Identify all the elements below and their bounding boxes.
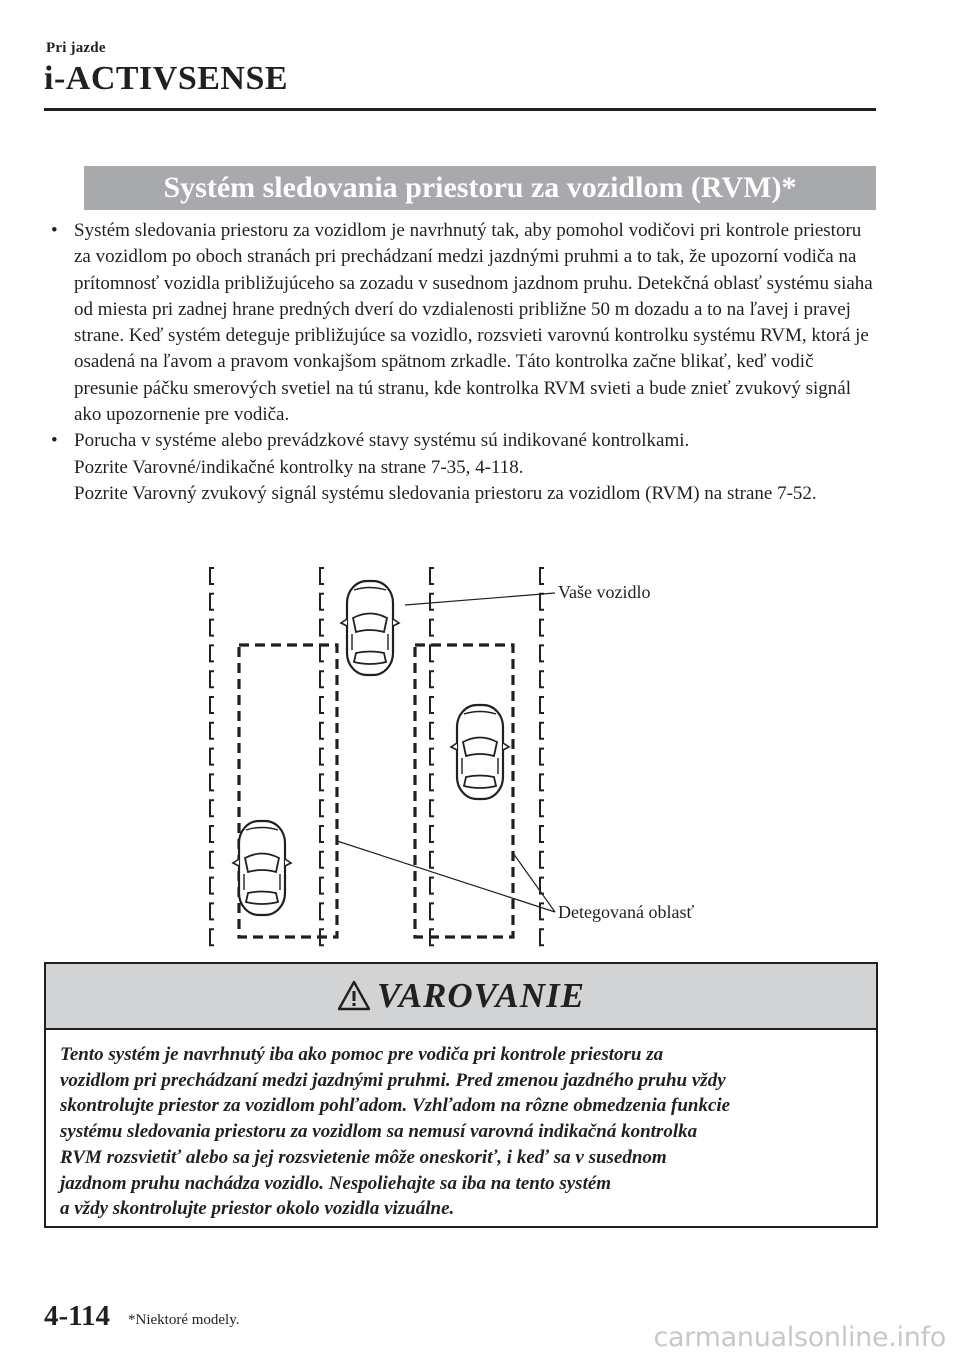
lane-dash <box>430 800 434 816</box>
lane-dash <box>430 852 434 868</box>
lane-dash <box>540 568 544 584</box>
lane-dash <box>210 645 214 661</box>
lane-dash <box>320 697 324 713</box>
lane-dash <box>320 568 324 584</box>
bullet-list <box>50 218 880 507</box>
bullet-symbol: • <box>51 430 58 452</box>
bullet-paragraph: Systém sledovania priestoru za vozidlom je navrhnutý tak, aby pomohol vodičovi pri kontrole priestoru za vozidlom po oboch stranách pri prechádzaní medzi jazdnými pruhmi a to tak, že upozorní vodiča na prítomnosť vozidla približujúceho sa zozadu v susednom jazdnom pruhu. Detekčná oblasť systému siaha od miesta pri zadnej hrane predných dverí do vzdialenosti približne 50 m dozadu a to na ľavej i pravej strane. Keď systém deteguje približujúce sa vozidlo, rozsvieti varovnú kontrolku systému RVM, ktorá je osadená na ľavom a pravom vonkajšom spätnom zrkadle. Táto kontrolka začne blikať, keď vodič presunie páčku smerových svetiel na tú stranu, kde kontrolka RVM svieti a bude znieť zvukový signál ako upozornenie pre vodiča. <box>74 220 873 426</box>
lane-dash <box>430 723 434 739</box>
approaching-vehicle-right <box>451 705 509 799</box>
lane-dash <box>320 774 324 790</box>
lane-dash <box>210 903 214 919</box>
leader-line-own-vehicle <box>405 593 555 605</box>
page-number: 4-114 <box>44 1300 111 1332</box>
lane-dash <box>430 903 434 919</box>
lane-dash <box>210 594 214 610</box>
lane-dash <box>210 620 214 636</box>
lane-dash <box>430 826 434 842</box>
own-vehicle <box>341 581 399 675</box>
header-rule <box>44 108 876 111</box>
section-banner: Systém sledovania priestoru za vozidlom (RVM)* <box>84 166 876 210</box>
lane-dash <box>430 878 434 894</box>
warning-header <box>46 964 876 1030</box>
lane-dash <box>540 620 544 636</box>
leader-line-detection-left <box>337 841 555 912</box>
lane-dash <box>540 800 544 816</box>
lane-dash <box>320 594 324 610</box>
running-header-title: i-ACTIVSENSE <box>44 60 289 97</box>
rvm-diagram <box>200 560 720 955</box>
lane-dash <box>430 594 434 610</box>
lane-dash <box>430 620 434 636</box>
lane-dash <box>540 903 544 919</box>
lane-dash <box>210 800 214 816</box>
bullet-paragraph: Pozrite Varovné/indikačné kontrolky na strane 7-35, 4-118. <box>74 456 524 478</box>
lane-dash <box>540 826 544 842</box>
lane-dash <box>430 568 434 584</box>
lane-dash <box>540 749 544 765</box>
bullet-paragraph: Pozrite Varovný zvukový signál systému sledovania priestoru za vozidlom (RVM) na strane 7-52. <box>74 482 817 504</box>
lane-dash <box>540 929 544 945</box>
lane-dash <box>320 852 324 868</box>
footnote: *Niektoré modely. <box>128 1312 240 1328</box>
lane-dash <box>320 878 324 894</box>
rvm-diagram-drawing <box>200 560 720 955</box>
lane-dash <box>210 568 214 584</box>
lane-dash <box>430 671 434 687</box>
lane-dash <box>320 749 324 765</box>
approaching-vehicle-left <box>233 821 291 915</box>
lane-dash <box>320 645 324 661</box>
lane-dash <box>210 826 214 842</box>
lane-dash <box>210 929 214 945</box>
label-detection-area: Detegovaná oblasť <box>558 902 695 922</box>
lane-dash <box>540 852 544 868</box>
bullet-item <box>50 218 880 428</box>
lane-dash <box>430 697 434 713</box>
lane-dash <box>210 852 214 868</box>
lane-dash <box>540 671 544 687</box>
lane-dash <box>320 723 324 739</box>
warning-text: Tento systém je navrhnutý iba ako pomoc pre vodiča pri kontrole priestoru za vozidlom pri prechádzaní medzi jazdnými pruhmi. Pred zmenou jazdného pruhu vždy skontrolujte priestor za vozidlom pohľadom. Vzhľadom na rôzne obmedzenia funkcie systému sledovania priestoru za vozidlom sa nemusí varovná indikačná kontrolka RVM rozsvietiť alebo sa jej rozsvietenie môže oneskoriť, i keď sa v susednom jazdnom pruhu nachádza vozidlo. Nespoliehajte sa iba na tento systém a vždy skontrolujte priestor okolo vozidla vizuálne. <box>60 1044 731 1220</box>
warning-box <box>44 962 878 1228</box>
lane-dash <box>540 774 544 790</box>
bullet-paragraph: Porucha v systéme alebo prevádzkové stavy systému sú indikované kontrolkami. <box>74 430 690 452</box>
lane-dash <box>430 749 434 765</box>
warning-title: VAROVANIE <box>376 976 586 1015</box>
lane-dash <box>210 723 214 739</box>
lane-dash <box>210 697 214 713</box>
warning-triangle-icon <box>337 980 371 1012</box>
lane-dash <box>430 774 434 790</box>
leader-line-detection-right <box>513 853 555 912</box>
lane-dash <box>430 645 434 661</box>
lane-dash <box>540 594 544 610</box>
lane-dash <box>540 645 544 661</box>
lane-dash <box>320 620 324 636</box>
lane-dash <box>210 774 214 790</box>
watermark: carmanualsonline.info <box>653 1322 946 1353</box>
lane-dash <box>320 671 324 687</box>
running-header-section: Pri jazde <box>46 40 106 56</box>
bullet-item <box>50 428 880 507</box>
lane-dash <box>320 903 324 919</box>
lane-dash <box>210 749 214 765</box>
lane-dash <box>540 697 544 713</box>
lane-dash <box>540 723 544 739</box>
label-own-vehicle: Vaše vozidlo <box>558 582 651 602</box>
lane-dash <box>210 671 214 687</box>
lane-dash <box>320 800 324 816</box>
bullet-symbol: • <box>51 220 58 241</box>
lane-dash <box>210 878 214 894</box>
lane-dash <box>320 826 324 842</box>
